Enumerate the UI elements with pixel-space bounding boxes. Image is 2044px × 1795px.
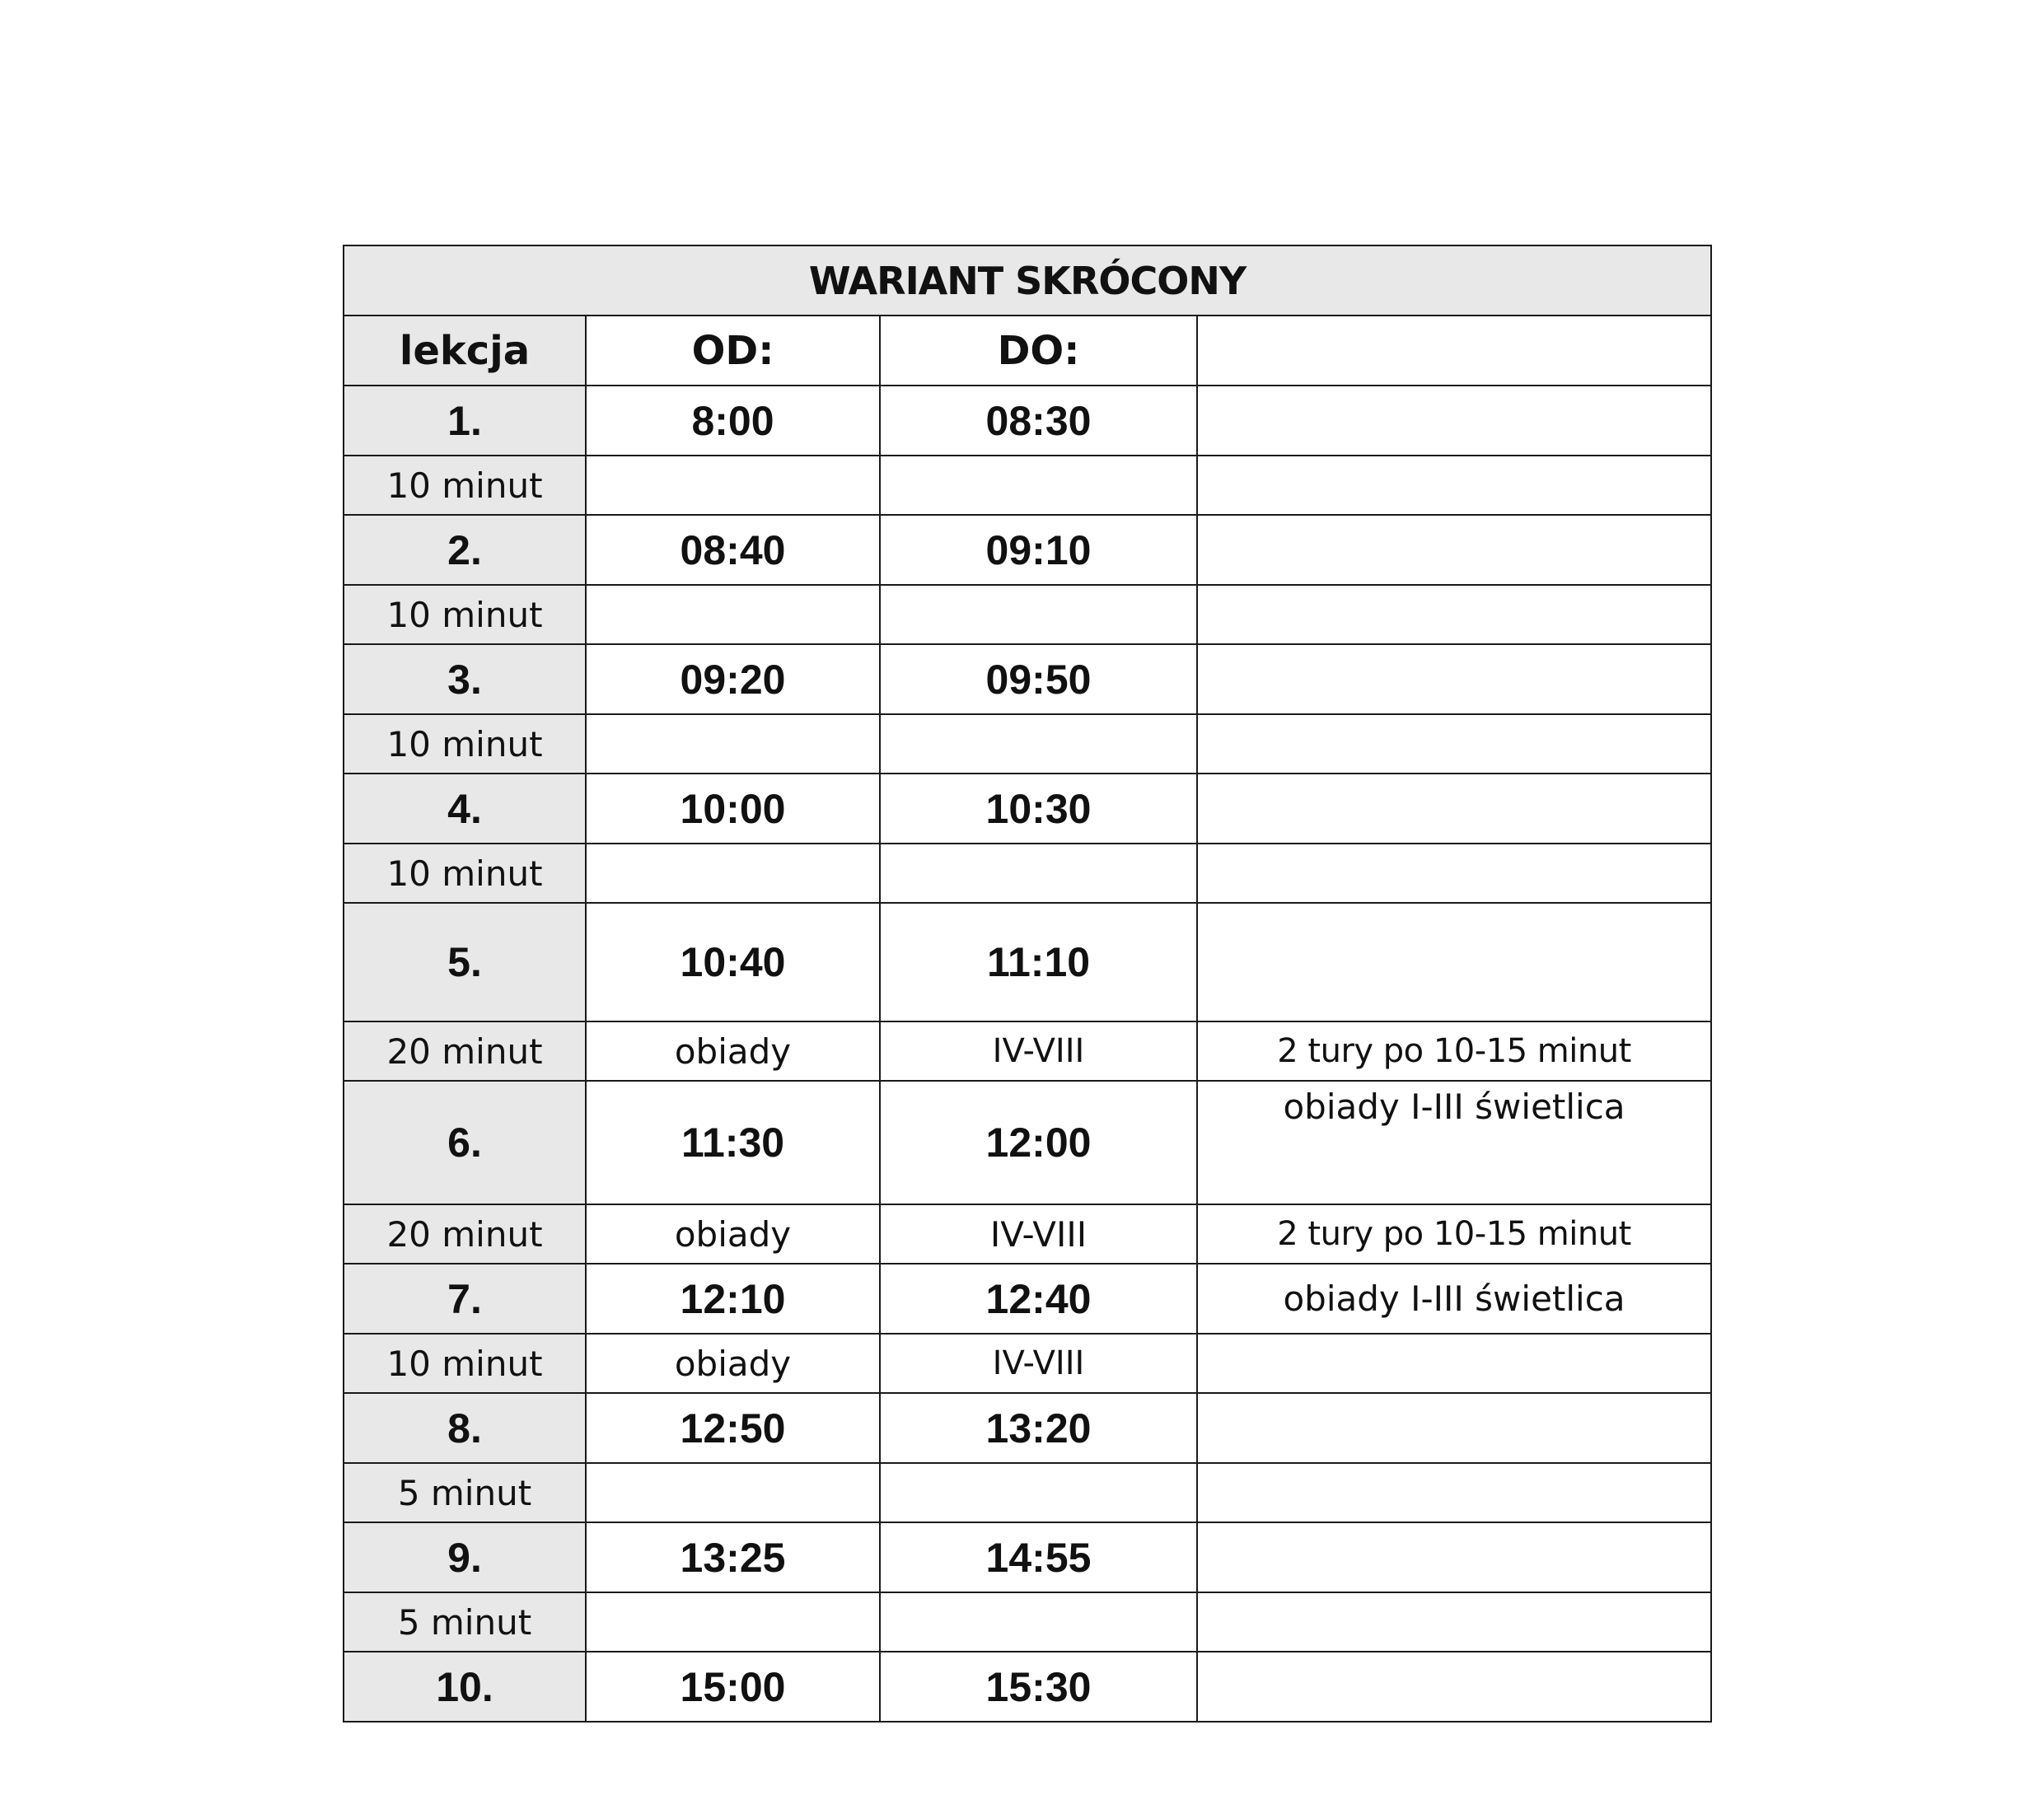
lesson-end-time: 11:10 xyxy=(880,903,1197,1021)
lesson-note xyxy=(1197,1393,1711,1463)
lesson-row xyxy=(344,1081,1711,1204)
lesson-start-time: 09:20 xyxy=(586,644,880,714)
column-header-from: OD: xyxy=(586,316,880,386)
lesson-start-time: 8:00 xyxy=(586,386,880,456)
lesson-end-time: 10:30 xyxy=(880,774,1197,844)
break-row xyxy=(344,456,1711,515)
break-row xyxy=(344,1592,1711,1652)
lesson-number: 5. xyxy=(344,903,586,1021)
lesson-start-time: 12:50 xyxy=(586,1393,880,1463)
break-from-cell xyxy=(586,456,880,515)
break-note xyxy=(1197,1334,1711,1393)
lesson-end-time: 12:00 xyxy=(880,1081,1197,1204)
break-duration: 10 minut xyxy=(344,714,586,774)
lesson-number: 4. xyxy=(344,774,586,844)
break-duration: 10 minut xyxy=(344,585,586,644)
schedule-table xyxy=(343,245,1712,1723)
break-duration: 5 minut xyxy=(344,1592,586,1652)
break-to-cell xyxy=(880,1463,1197,1522)
break-row xyxy=(344,585,1711,644)
lesson-note xyxy=(1197,644,1711,714)
column-header-lesson: lekcja xyxy=(344,316,586,386)
lesson-number: 3. xyxy=(344,644,586,714)
lesson-start-time: 15:00 xyxy=(586,1652,880,1722)
lesson-number: 6. xyxy=(344,1081,586,1204)
break-duration: 5 minut xyxy=(344,1463,586,1522)
break-to-cell xyxy=(880,456,1197,515)
table-title: WARIANT SKRÓCONY xyxy=(344,245,1711,316)
lesson-start-time: 11:30 xyxy=(586,1081,880,1204)
break-to-cell xyxy=(880,844,1197,903)
title-row xyxy=(344,245,1711,316)
break-to-cell: IV-VIII xyxy=(880,1021,1197,1081)
break-from-cell: obiady xyxy=(586,1204,880,1264)
lesson-row xyxy=(344,1393,1711,1463)
break-from-cell: obiady xyxy=(586,1334,880,1393)
lesson-note xyxy=(1197,774,1711,844)
break-from-cell xyxy=(586,714,880,774)
lesson-row xyxy=(344,774,1711,844)
column-header-to: DO: xyxy=(880,316,1197,386)
break-note xyxy=(1197,844,1711,903)
lesson-row xyxy=(344,515,1711,585)
lesson-start-time: 10:00 xyxy=(586,774,880,844)
break-duration: 10 minut xyxy=(344,1334,586,1393)
lesson-start-time: 13:25 xyxy=(586,1522,880,1592)
lesson-end-time: 12:40 xyxy=(880,1264,1197,1334)
break-from-cell xyxy=(586,844,880,903)
break-from-cell xyxy=(586,1463,880,1522)
lesson-end-time: 08:30 xyxy=(880,386,1197,456)
break-note: 2 tury po 10-15 minut xyxy=(1197,1204,1711,1264)
column-header-notes xyxy=(1197,316,1711,386)
break-row xyxy=(344,1021,1711,1081)
break-row xyxy=(344,1334,1711,1393)
lesson-end-time: 09:10 xyxy=(880,515,1197,585)
lesson-note: obiady I-III świetlica xyxy=(1197,1264,1711,1334)
header-row xyxy=(344,316,1711,386)
lesson-row xyxy=(344,1522,1711,1592)
lesson-end-time: 14:55 xyxy=(880,1522,1197,1592)
lesson-note xyxy=(1197,515,1711,585)
lesson-start-time: 12:10 xyxy=(586,1264,880,1334)
break-note xyxy=(1197,456,1711,515)
break-to-cell: IV-VIII xyxy=(880,1204,1197,1264)
lesson-end-time: 15:30 xyxy=(880,1652,1197,1722)
break-to-cell xyxy=(880,714,1197,774)
lesson-number: 8. xyxy=(344,1393,586,1463)
lesson-number: 9. xyxy=(344,1522,586,1592)
lesson-start-time: 08:40 xyxy=(586,515,880,585)
break-to-cell: IV-VIII xyxy=(880,1334,1197,1393)
lesson-row xyxy=(344,1652,1711,1722)
lesson-note xyxy=(1197,1522,1711,1592)
lesson-number: 10. xyxy=(344,1652,586,1722)
break-to-cell xyxy=(880,585,1197,644)
break-from-cell: obiady xyxy=(586,1021,880,1081)
break-row xyxy=(344,1463,1711,1522)
lesson-note: obiady I-III świetlica xyxy=(1197,1081,1711,1204)
break-row xyxy=(344,1204,1711,1264)
break-from-cell xyxy=(586,585,880,644)
lesson-row xyxy=(344,644,1711,714)
lesson-end-time: 13:20 xyxy=(880,1393,1197,1463)
break-row xyxy=(344,714,1711,774)
break-from-cell xyxy=(586,1592,880,1652)
lesson-note xyxy=(1197,386,1711,456)
lesson-row xyxy=(344,1264,1711,1334)
break-duration: 10 minut xyxy=(344,456,586,515)
break-duration: 20 minut xyxy=(344,1021,586,1081)
lesson-note xyxy=(1197,903,1711,1021)
lesson-number: 7. xyxy=(344,1264,586,1334)
lesson-number: 1. xyxy=(344,386,586,456)
break-note xyxy=(1197,1592,1711,1652)
break-to-cell xyxy=(880,1592,1197,1652)
break-note xyxy=(1197,714,1711,774)
lesson-end-time: 09:50 xyxy=(880,644,1197,714)
lesson-row xyxy=(344,386,1711,456)
lesson-note xyxy=(1197,1652,1711,1722)
break-note xyxy=(1197,1463,1711,1522)
lesson-number: 2. xyxy=(344,515,586,585)
lesson-row xyxy=(344,903,1711,1021)
break-note xyxy=(1197,585,1711,644)
break-duration: 20 minut xyxy=(344,1204,586,1264)
break-duration: 10 minut xyxy=(344,844,586,903)
break-row xyxy=(344,844,1711,903)
break-note: 2 tury po 10-15 minut xyxy=(1197,1021,1711,1081)
lesson-start-time: 10:40 xyxy=(586,903,880,1021)
